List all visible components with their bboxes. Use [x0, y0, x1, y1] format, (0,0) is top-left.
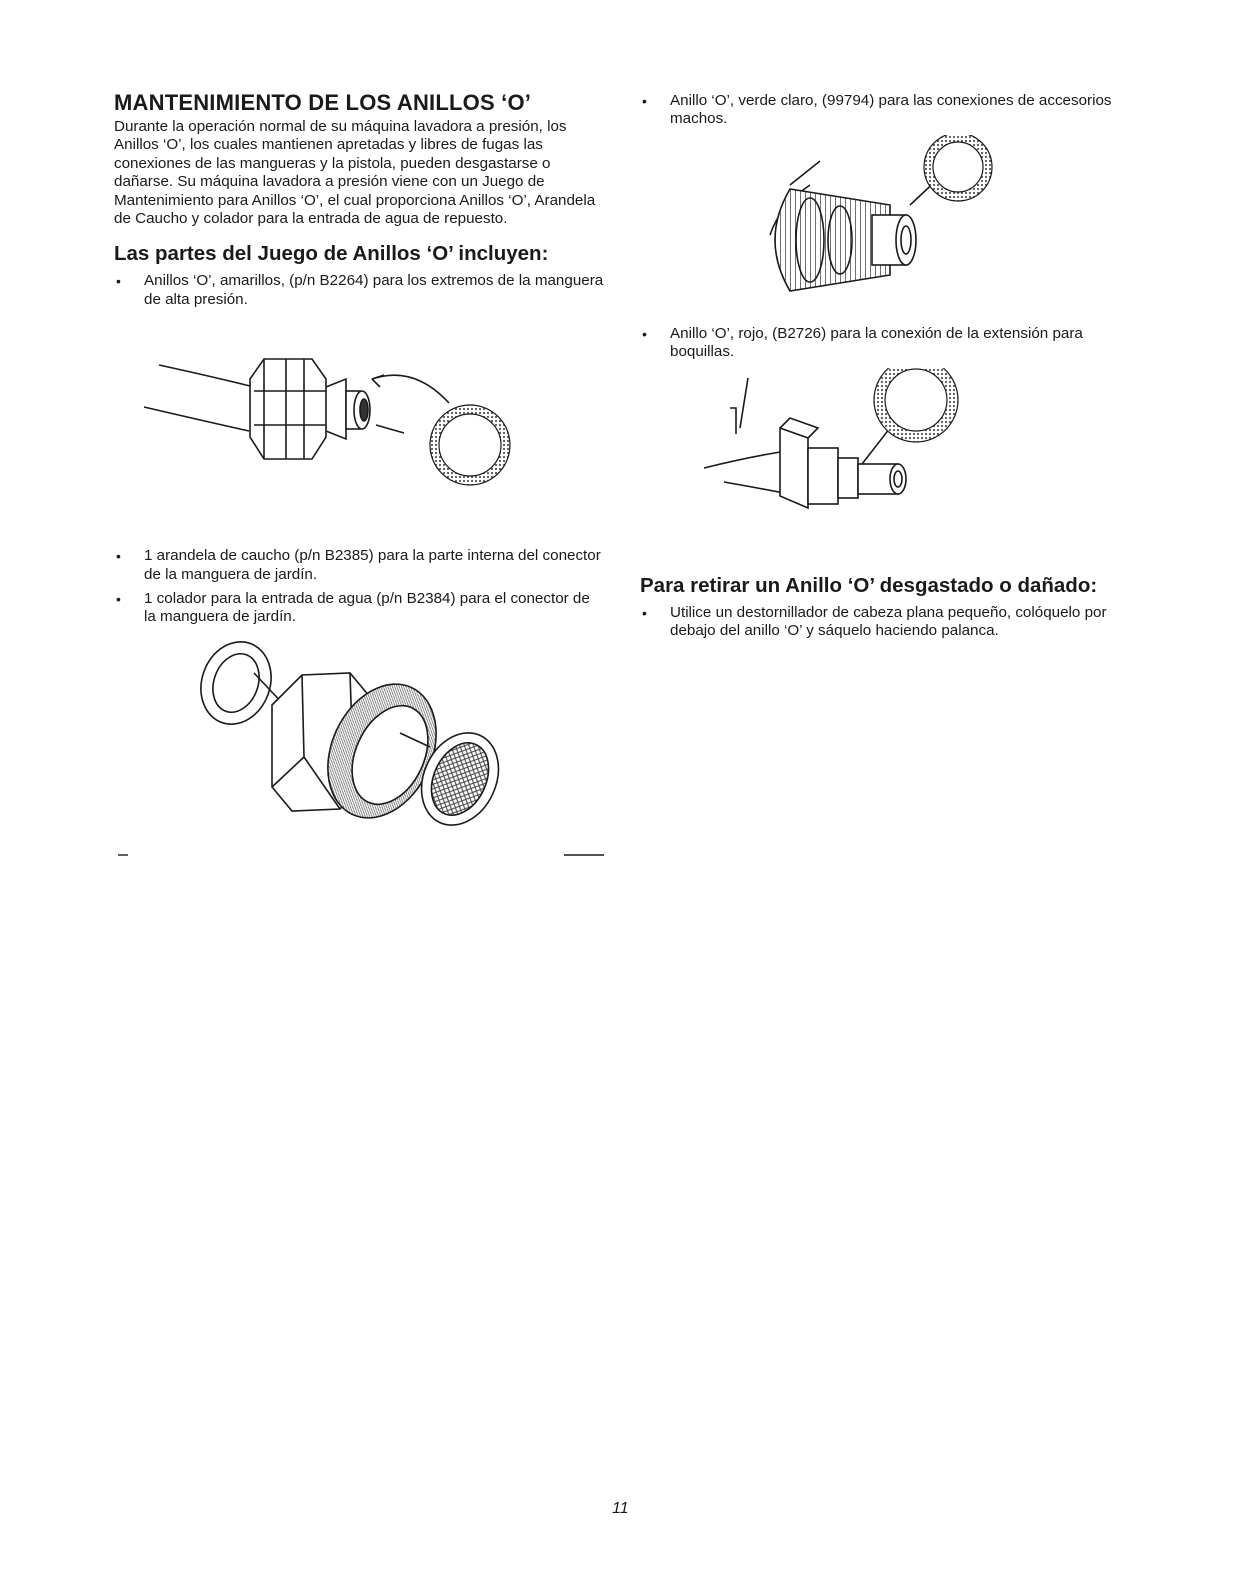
list-item	[640, 325, 1130, 362]
section-title: MANTENIMIENTO DE LOS ANILLOS ‘O’	[114, 90, 532, 115]
list-item-text: 1 colador para la entrada de agua (p/n B2384) para el conector de la manguera de jardín.	[144, 590, 590, 626]
list-item	[114, 590, 604, 627]
list-item-text: Anillo ‘O’, verde claro, (99794) para las conexiones de accesorios machos.	[670, 92, 1112, 128]
list-item	[640, 604, 1130, 641]
bullet-icon: •	[642, 325, 647, 342]
garden-hose-connector-illustration	[114, 633, 604, 863]
intro-paragraph: Durante la operación normal de su máquina lavadora a presión, los Anillos ‘O’, los cuales mantienen apretadas y libres de fugas las conexiones de las mangueras y la pistola, pueden desgastarse o dañarse. Su máquina lavadora a presión viene con un Juego de Mantenimiento para Anillos ‘O’, el cual proporciona Anillos ‘O’, Arandela de Caucho y colador para la entrada de agua de repuesto.	[114, 118, 596, 228]
accessory-list-a	[640, 92, 1130, 129]
bullet-icon: •	[116, 273, 121, 290]
right-column	[640, 92, 1130, 646]
list-item	[114, 547, 604, 584]
list-item	[114, 272, 604, 309]
list-item-text: 1 arandela de caucho (p/n B2385) para la parte interna del conector de la manguera de jardín.	[144, 547, 601, 583]
hose-coupling-illustration	[114, 315, 604, 535]
bullet-icon: •	[116, 591, 121, 608]
removal-list	[640, 604, 1130, 641]
nozzle-extension-illustration	[640, 368, 1130, 548]
kit-list-b	[114, 547, 604, 627]
list-item-text: Utilice un destornillador de cabeza plana pequeño, colóquelo por debajo del anillo ‘O’ y sáquelo haciendo palanca.	[670, 603, 1107, 640]
accessory-list-b	[640, 325, 1130, 362]
bullet-icon: •	[116, 548, 121, 565]
list-item	[640, 92, 1130, 129]
male-accessory-connector-illustration	[640, 135, 1130, 315]
kit-heading: Las partes del Juego de Anillos ‘O’ incluyen:	[114, 242, 549, 266]
left-column	[114, 90, 604, 863]
list-item-text: Anillos ‘O’, amarillos, (p/n B2264) para los extremos de la manguera de alta presión.	[144, 272, 604, 308]
bullet-icon: •	[642, 604, 647, 621]
removal-heading: Para retirar un Anillo ‘O’ desgastado o dañado:	[640, 573, 1098, 597]
kit-list-a	[114, 272, 604, 309]
page-number: 11	[612, 1500, 629, 1517]
bullet-icon: •	[642, 93, 647, 109]
list-item-text: Anillo ‘O’, rojo, (B2726) para la conexión de la extensión para boquillas.	[670, 324, 1083, 361]
